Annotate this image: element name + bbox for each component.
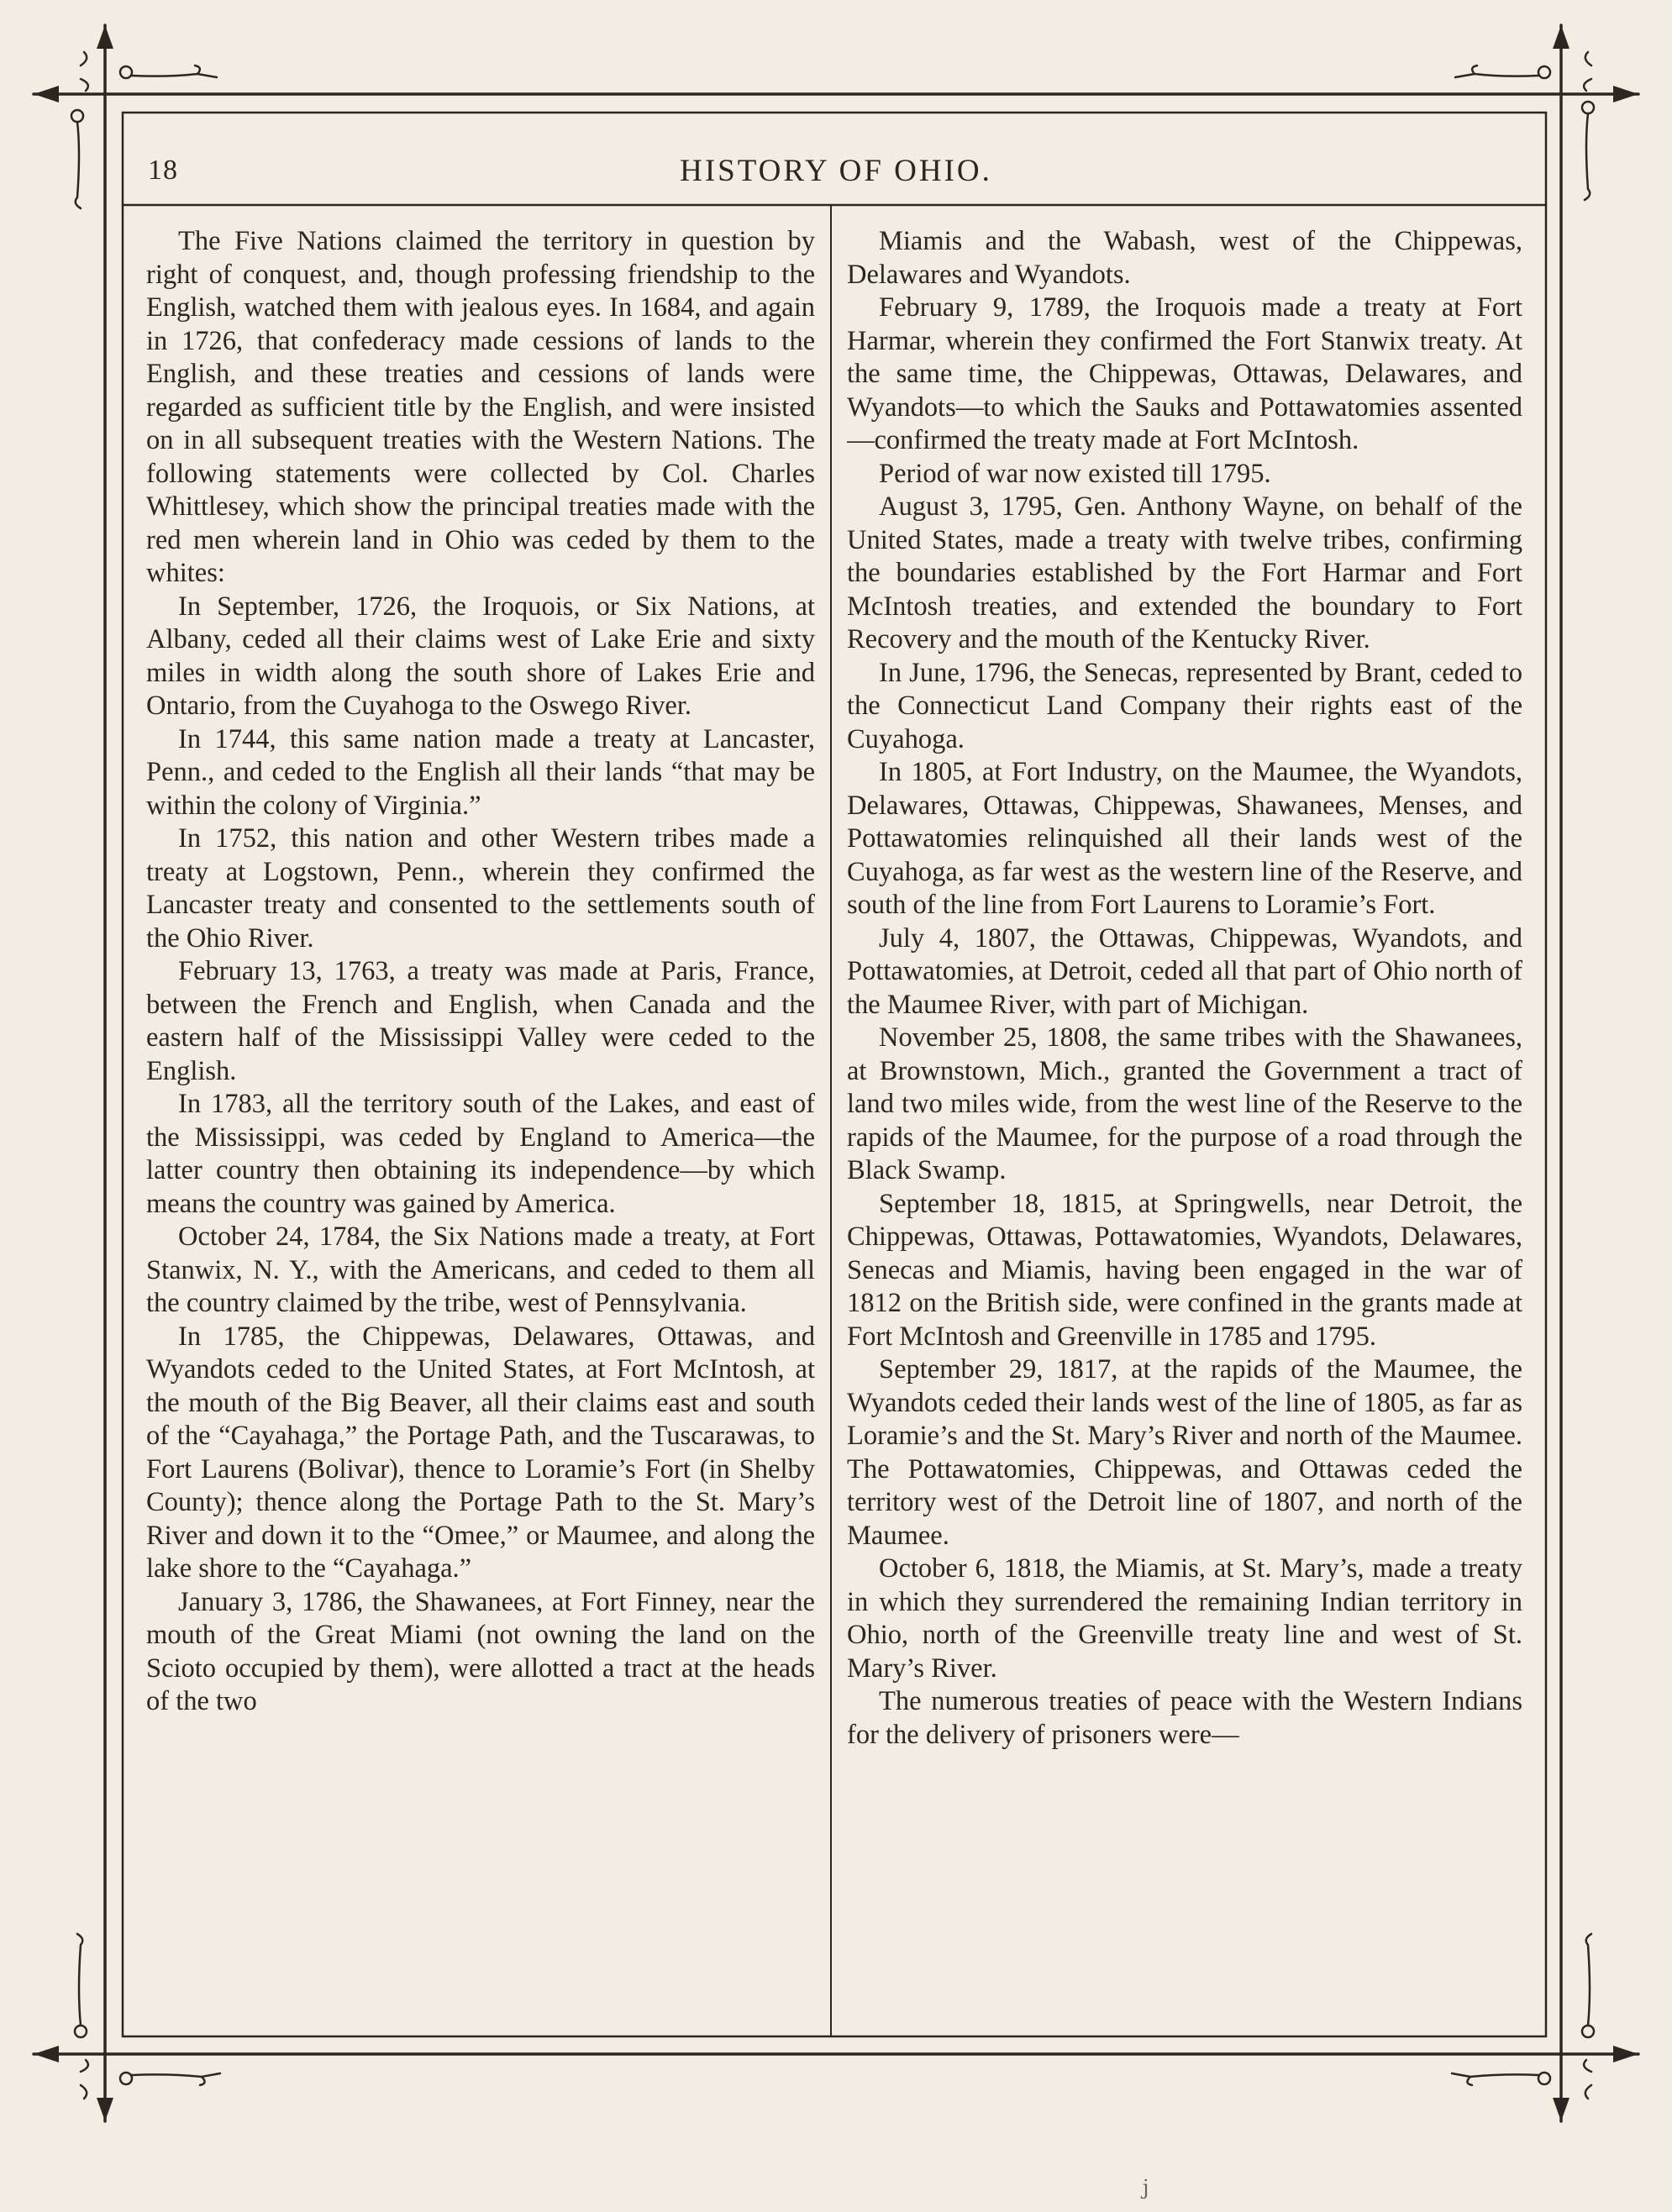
paragraph: September 18, 1815, at Springwells, near Detroit, the Chippewas, Ottawas, Pottawatomies, Wyandots, Delawares, Senecas and Miamis, having been engaged in the war of 1812 on the British side, were confined in the grants made at Fort McIntosh and Greenville in 1785 and 1795. [847,1188,1522,1352]
paragraph: In September, 1726, the Iroquois, or Six Nations, at Albany, ceded all their claims west of Lake Erie and sixty miles in width along the south shore of Lakes Erie and Ontario, from the Cuyahoga to the Oswego River. [146,591,815,721]
paragraph: The Five Nations claimed the territory in question by right of conquest, and, though professing friendship to the English, watched them with jealous eyes. In 1684, and again in 1726, that confederacy made cessions of lands to the English, and these treaties and cessions of lands were regarded as sufficient title by the English, and were insisted on in all subsequent treaties with the Western Nations. The following statements were collected by Col. Charles Whittlesey, which show the principal treaties made with the red men wherein land in Ohio was ceded by them to the whites: [146,226,815,588]
paragraph: In 1744, this same nation made a treaty at Lancaster, Penn., and ceded to the English all their lands “that may be within the colony of Virginia.” [146,723,815,821]
paragraph: January 3, 1786, the Shawanees, at Fort Finney, near the mouth of the Great Miami (not owning the land on the Scioto occupied by them), were allotted a tract at the heads of the two [146,1586,815,1716]
left-text-column [146,225,815,1998]
paragraph: August 3, 1795, Gen. Anthony Wayne, on behalf of the United States, made a treaty with twelve tribes, confirming the boundaries established by the Fort Harmar and Fort McIntosh treaties, and extended the boundary to Fort Recovery and the mouth of the Kentucky River. [847,491,1522,654]
paragraph: October 6, 1818, the Miamis, at St. Mary’s, made a treaty in which they surrendered the remaining Indian territory in Ohio, north of the Greenville treaty line and west of St. Mary’s River. [847,1553,1522,1684]
paragraph: October 24, 1784, the Six Nations made a treaty, at Fort Stanwix, N. Y., with the Americans, and ceded to them all the country claimed by the tribe, west of Pennsylvania. [146,1222,815,1318]
paragraph: In June, 1796, the Senecas, represented by Brant, ceded to the Connecticut Land Company their rights east of the Cuyahoga. [847,657,1522,754]
paragraph: In 1785, the Chippewas, Delawares, Ottawas, and Wyandots ceded to the United States, at Fort McIntosh, at the mouth of the Big Beaver, all their claims east and south of the “Cayahaga,” the Portage Path, and the Tuscarawas, to Fort Laurens (Bolivar), thence to Loramie’s Fort (in Shelby County); thence along the Portage Path to the St. Mary’s River and down it to the “Omee,” or Maumee, and along the lake shore to the “Cayahaga.” [146,1321,815,1584]
paragraph: November 25, 1808, the same tribes with the Shawanees, at Brownstown, Mich., granted the Government a tract of land two miles wide, from the west line of the Reserve to the rapids of the Maumee, for the purpose of a road through the Black Swamp. [847,1022,1522,1185]
paragraph: In 1783, all the territory south of the Lakes, and east of the Mississippi, was ceded by England to America—the latter country then obtaining its independence—by which means the country was gained by America. [146,1089,815,1219]
paragraph: The numerous treaties of peace with the Western Indians for the delivery of prisoners were— [847,1686,1522,1750]
right-text-column [847,225,1522,1998]
paragraph: February 9, 1789, the Iroquois made a treaty at Fort Harmar, wherein they confirmed the Fort Stanwix treaty. At the same time, the Chippewas, Ottawas, Delawares, and Wyandots—to which the Sauks and Pottawatomies assented—confirmed the treaty made at Fort McIntosh. [847,292,1522,455]
paragraph: February 13, 1763, a treaty was made at Paris, France, between the French and English, when Canada and the eastern half of the Mississippi Valley were ceded to the English. [146,956,815,1086]
stray-mark: j [1143,2176,1149,2199]
paragraph: July 4, 1807, the Ottawas, Chippewas, Wyandots, and Pottawatomies, at Detroit, ceded all that part of Ohio north of the Maumee River, with part of Michigan. [847,922,1522,1020]
paragraph: Miamis and the Wabash, west of the Chippewas, Delawares and Wyandots. [847,226,1522,290]
paragraph: In 1805, at Fort Industry, on the Maumee, the Wyandots, Delawares, Ottawas, Chippewas, Shawanees, Menses, and Pottawatomies relinquished all their lands west of the Cuyahoga, as far west as the western line of the Reserve, and south of the line from Fort Laurens to Loramie’s Fort. [847,757,1522,920]
page-number: 18 [148,155,178,186]
paragraph: In 1752, this nation and other Western tribes made a treaty at Logstown, Penn., wherein they confirmed the Lancaster treaty and consented to the settlements south of the Ohio River. [146,823,815,954]
paragraph: Period of war now existed till 1795. [879,458,1271,489]
paragraph: September 29, 1817, at the rapids of the Maumee, the Wyandots ceded their lands west of the line of 1805, as far as Loramie’s and the St. Mary’s River and north of the Maumee. The Pottawatomies, Chippewas, and Ottawas ceded the territory west of the Detroit line of 1807, and north of the Maumee. [847,1354,1522,1551]
running-head-title: HISTORY OF OHIO. [680,154,992,188]
